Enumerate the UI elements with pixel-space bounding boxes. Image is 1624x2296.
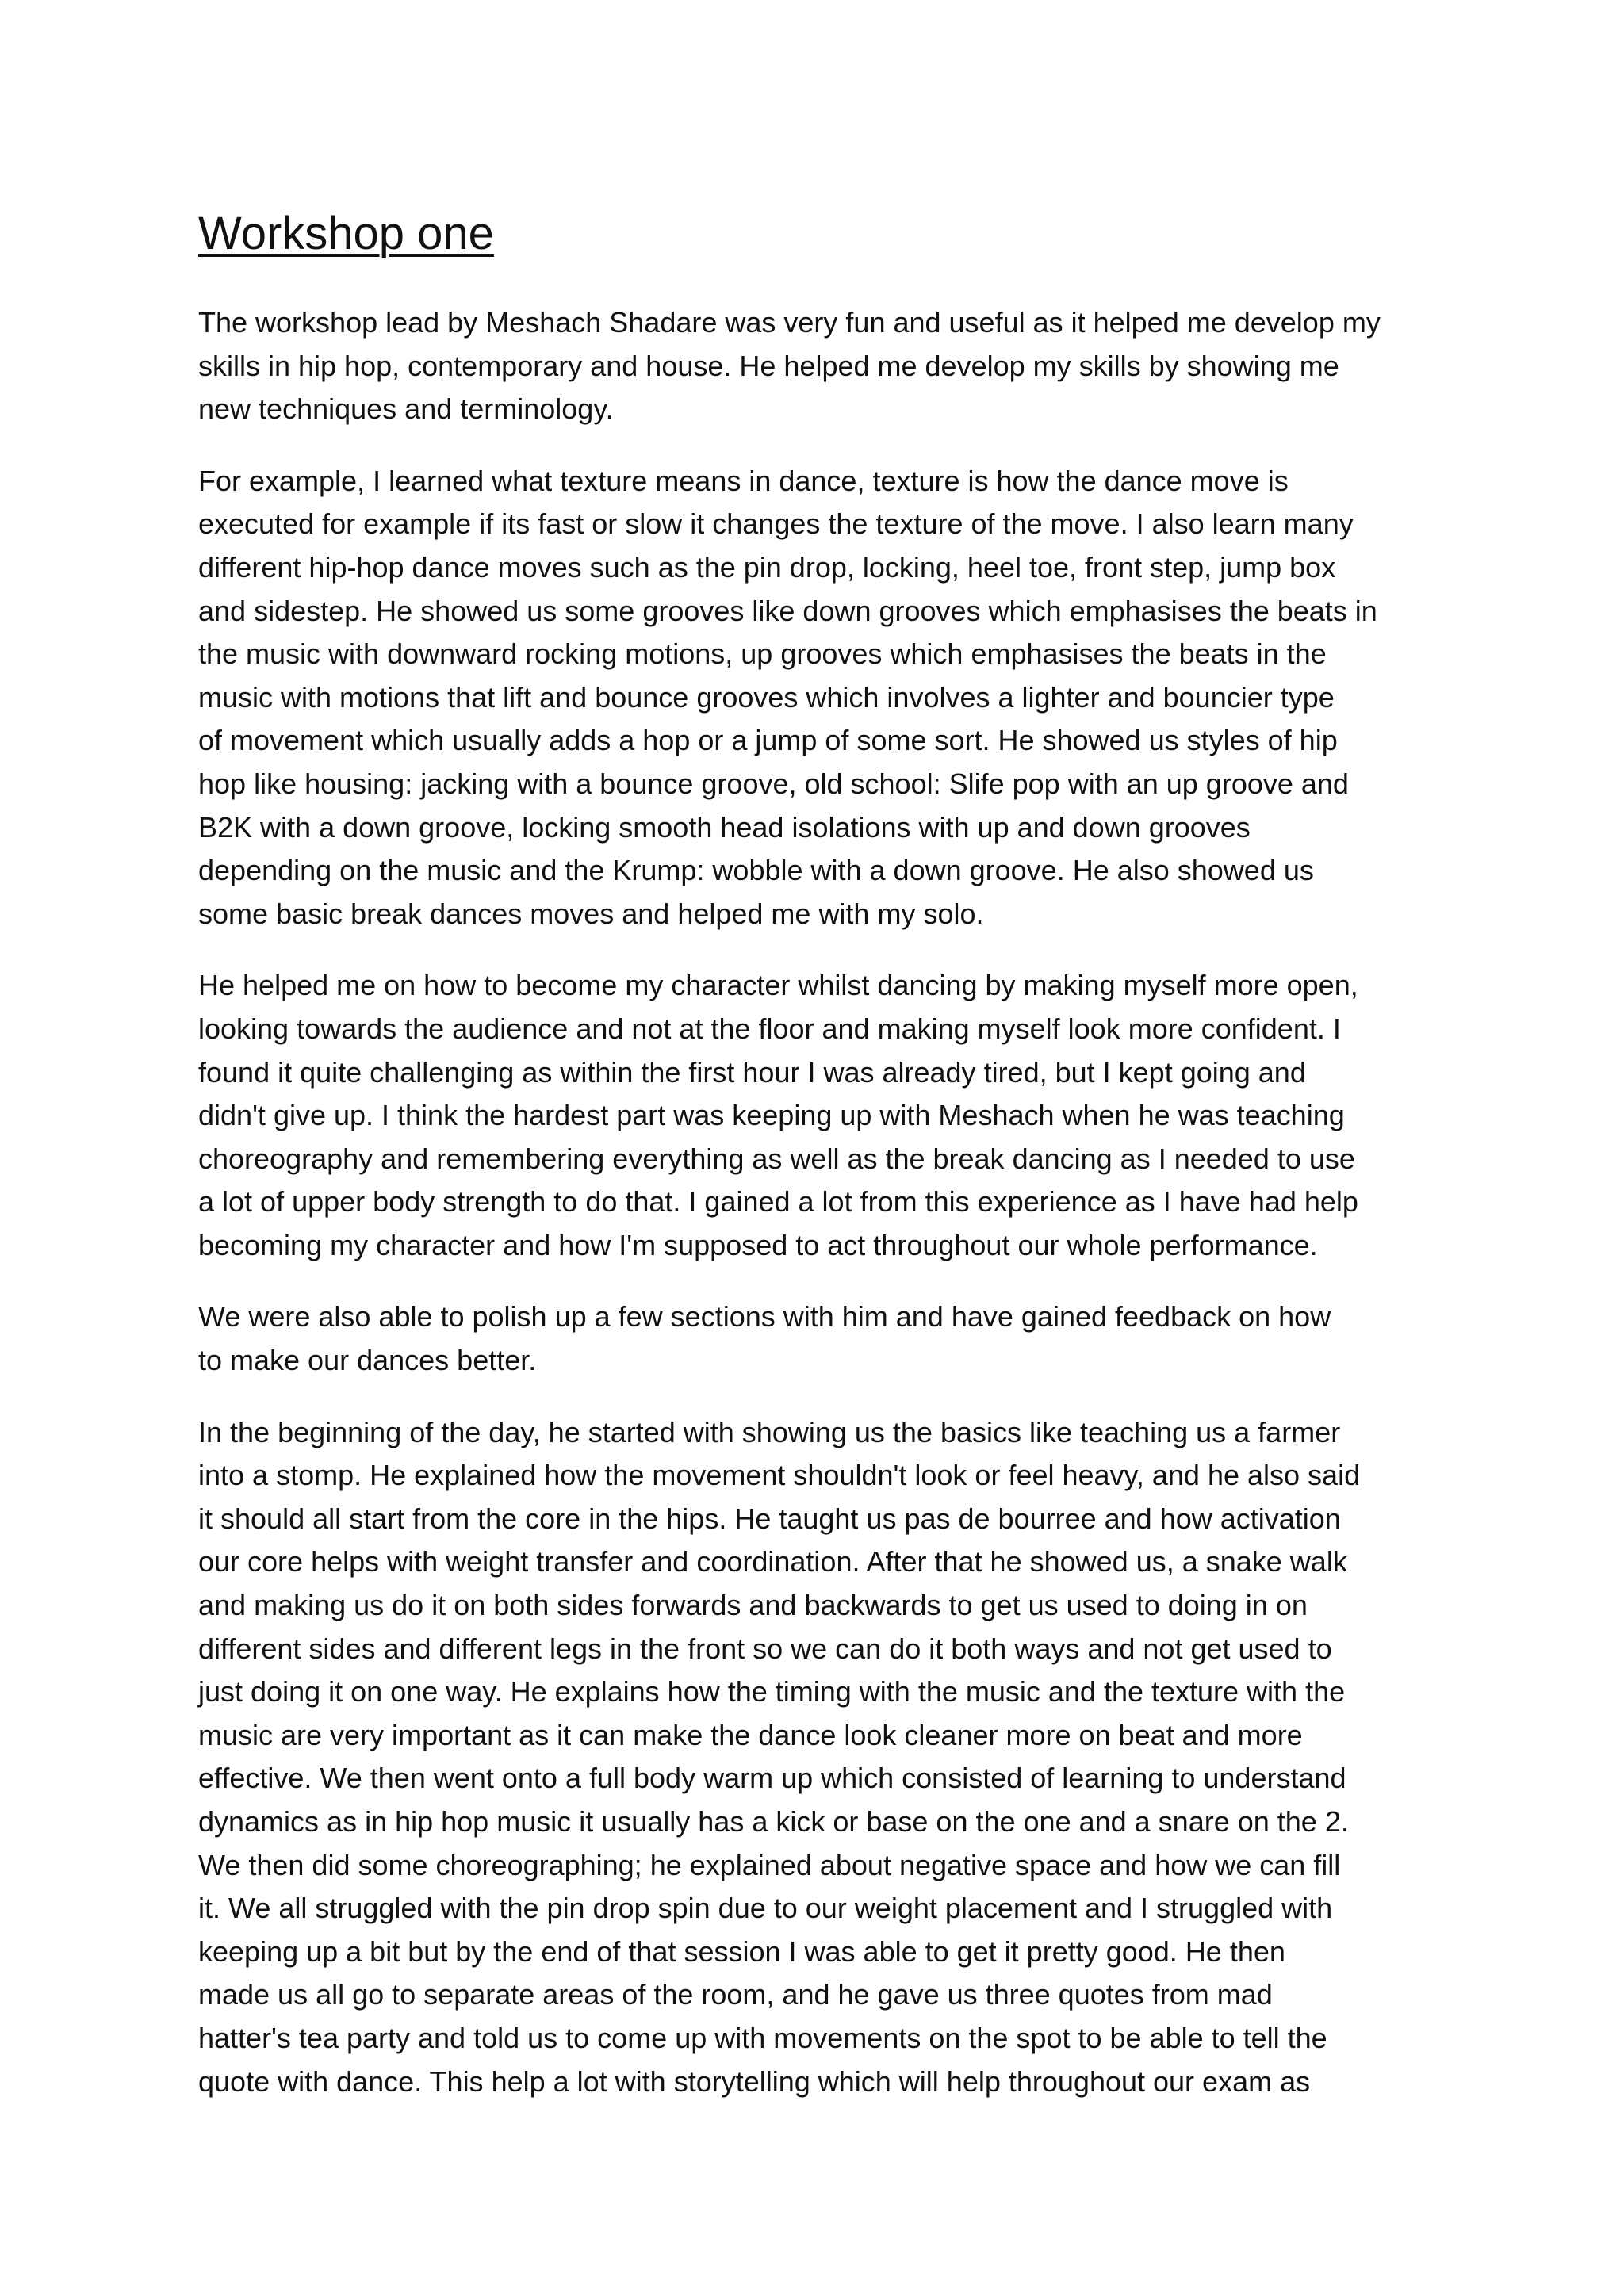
- page-title: Workshop one: [198, 208, 494, 259]
- text-line: quote with dance. This help a lot with storytelling which will help throughout our exam as: [198, 2064, 1311, 2098]
- text-line: just doing it on one way. He explains how the timing with the music and the texture with the: [198, 1675, 1346, 1709]
- paragraph-5: [198, 1411, 1443, 2104]
- text-line: some basic break dances moves and helped me with my solo.: [198, 897, 984, 930]
- paragraph-1: [198, 301, 1443, 431]
- text-line: looking towards the audience and not at the floor and making myself look more confident. I: [198, 1012, 1341, 1045]
- text-line: skills in hip hop, contemporary and house. He helped me develop my skills by showing me: [198, 349, 1339, 382]
- text-line: into a stomp. He explained how the movement shouldn't look or feel heavy, and he also said: [198, 1459, 1361, 1492]
- text-line: the music with downward rocking motions, up grooves which emphasises the beats in the: [198, 637, 1327, 671]
- text-line: a lot of upper body strength to do that. I gained a lot from this experience as I have had help: [198, 1185, 1358, 1219]
- text-line: it. We all struggled with the pin drop spin due to our weight placement and I struggled with: [198, 1892, 1333, 1925]
- text-line: didn't give up. I think the hardest part was keeping up with Meshach when he was teaching: [198, 1099, 1345, 1132]
- text-line: and making us do it on both sides forwards and backwards to get us used to doing in on: [198, 1589, 1308, 1622]
- text-line: of movement which usually adds a hop or a jump of some sort. He showed us styles of hip: [198, 724, 1338, 757]
- text-line: different sides and different legs in the front so we can do it both ways and not get used to: [198, 1632, 1332, 1665]
- paragraph-list: [198, 301, 1443, 2103]
- text-line: music are very important as it can make the dance look cleaner more on beat and more: [198, 1718, 1303, 1751]
- text-line: choreography and remembering everything as well as the break dancing as I needed to use: [198, 1142, 1355, 1175]
- text-line: found it quite challenging as within the first hour I was already tired, but I kept going and: [198, 1055, 1306, 1089]
- text-line: We then did some choreographing; he explained about negative space and how we can fill: [198, 1848, 1341, 1881]
- text-line: our core helps with weight transfer and coordination. After that he showed us, a snake walk: [198, 1545, 1347, 1578]
- text-line: For example, I learned what texture means in dance, texture is how the dance move is: [198, 464, 1289, 497]
- text-line: dynamics as in hip hop music it usually has a kick or base on the one and a snare on the 2.: [198, 1805, 1349, 1838]
- text-line: hatter's tea party and told us to come up with movements on the spot to be able to tell the: [198, 2021, 1327, 2054]
- text-line: We were also able to polish up a few sections with him and have gained feedback on how: [198, 1300, 1331, 1334]
- text-line: to make our dances better.: [198, 1344, 537, 1377]
- text-line: He helped me on how to become my character whilst dancing by making myself more open,: [198, 969, 1358, 1002]
- text-line: becoming my character and how I'm supposed to act throughout our whole performance.: [198, 1228, 1318, 1261]
- text-line: it should all start from the core in the hips. He taught us pas de bourree and how activation: [198, 1502, 1341, 1535]
- text-line: keeping up a bit but by the end of that session I was able to get it pretty good. He then: [198, 1934, 1285, 1968]
- text-line: depending on the music and the Krump: wobble with a down groove. He also showed us: [198, 854, 1314, 887]
- text-line: The workshop lead by Meshach Shadare was very fun and useful as it helped me develop my: [198, 306, 1381, 339]
- paragraph-2: [198, 460, 1443, 936]
- paragraph-3: [198, 964, 1443, 1267]
- text-line: effective. We then went onto a full body warm up which consisted of learning to understand: [198, 1762, 1346, 1795]
- text-line: In the beginning of the day, he started with showing us the basics like teaching us a farmer: [198, 1415, 1341, 1448]
- text-line: and sidestep. He showed us some grooves like down grooves which emphasises the beats in: [198, 594, 1377, 627]
- text-line: made us all go to separate areas of the room, and he gave us three quotes from mad: [198, 1978, 1273, 2011]
- document-body: [198, 203, 1443, 2132]
- text-line: music with motions that lift and bounce grooves which involves a lighter and bouncier type: [198, 680, 1335, 714]
- text-line: executed for example if its fast or slow it changes the texture of the move. I also learn many: [198, 507, 1354, 541]
- text-line: hop like housing: jacking with a bounce groove, old school: Slife pop with an up groove and: [198, 767, 1349, 800]
- paragraph-4: [198, 1295, 1443, 1382]
- text-line: different hip-hop dance moves such as the pin drop, locking, heel toe, front step, jump box: [198, 550, 1336, 584]
- text-line: new techniques and terminology.: [198, 392, 614, 426]
- text-line: B2K with a down groove, locking smooth head isolations with up and down grooves: [198, 810, 1251, 844]
